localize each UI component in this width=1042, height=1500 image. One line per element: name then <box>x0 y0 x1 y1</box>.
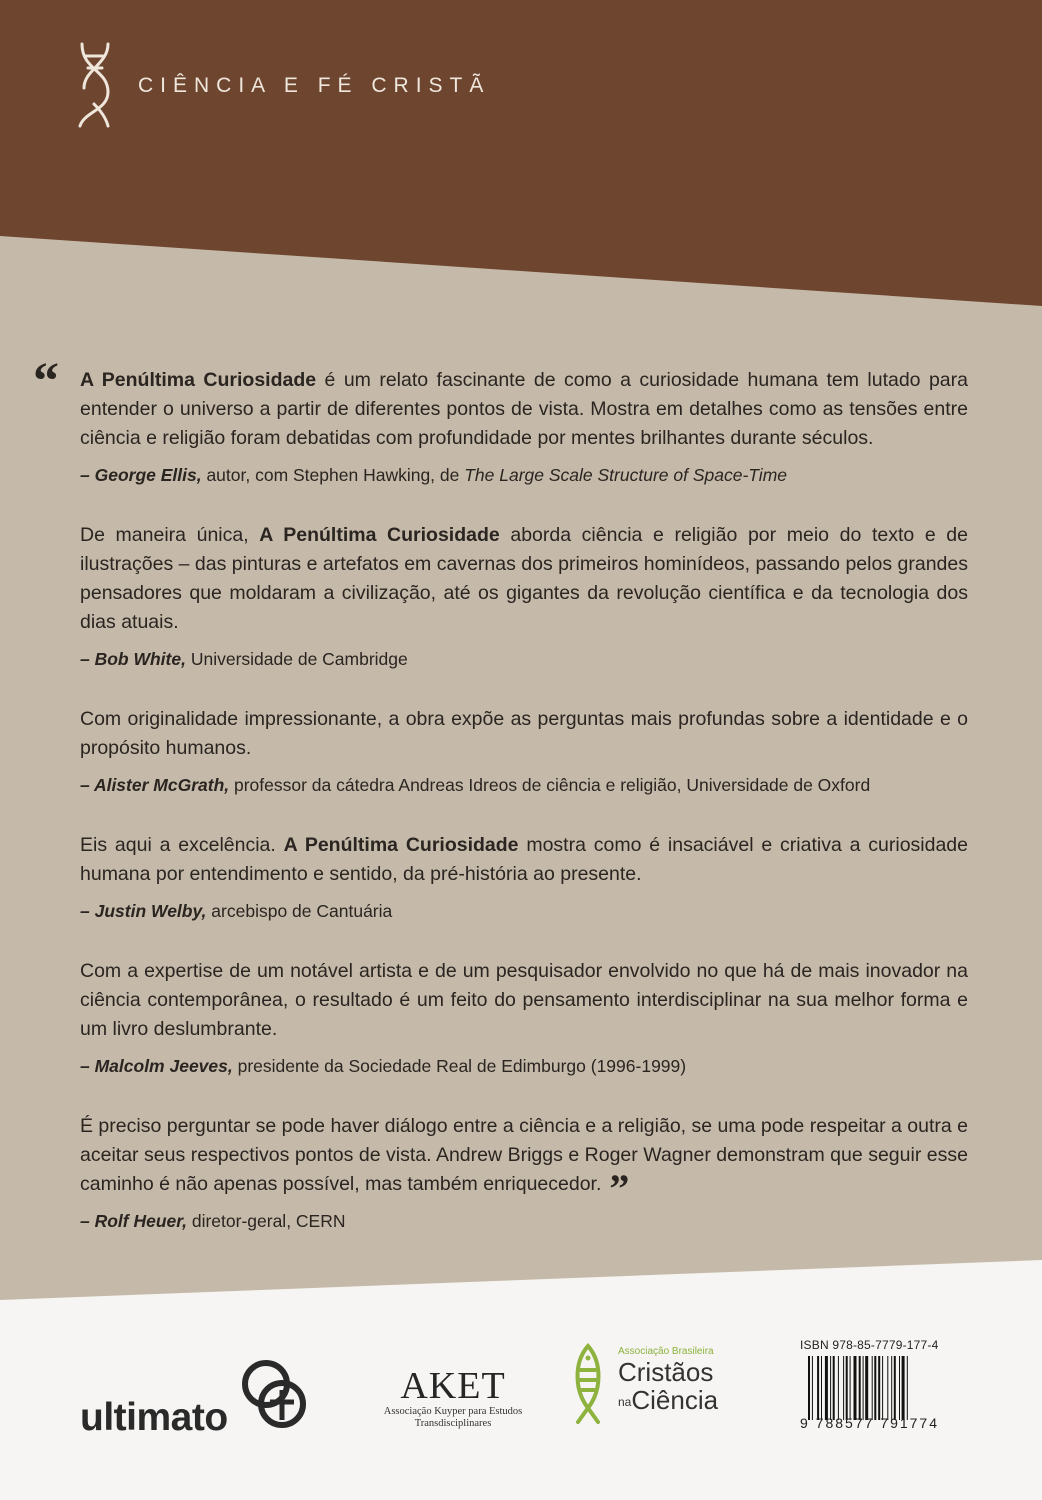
barcode-bar <box>878 1356 880 1420</box>
quote-text: aborda ciência e religião por meio do texto e de ilustrações – das pinturas e artefatos em cavernas dos primeiros hominídeos, passando pelos grandes pensadores que moldaram a civilização, até os gigantes da revolução científica e da tecnologia dos dias atuais. <box>80 524 968 633</box>
author-role: presidente da Sociedade Real de Edimburgo (1996-1999) <box>232 1056 687 1076</box>
barcode-bar <box>902 1356 905 1420</box>
quote-text: É preciso perguntar se pode haver diálogo entre a ciência e a religião, se uma pode respeitar a outra e aceitar seus respectivos pontos de vista. Andrew Briggs e Roger Wagner demonstram que seguir esse caminho é não apenas possível, mas também enriquecedor. <box>80 1115 968 1195</box>
author-name: – Justin Welby, <box>80 901 207 921</box>
abc-association-label: Associação Brasileira <box>618 1346 714 1357</box>
author-name: – Bob White, <box>80 649 186 669</box>
barcode-bar <box>899 1356 900 1420</box>
series-title: CIÊNCIA E FÉ CRISTÃ <box>138 74 491 97</box>
barcode-bar <box>863 1356 864 1420</box>
author-name: – Alister McGrath, <box>80 775 230 795</box>
barcode-bar <box>821 1356 822 1420</box>
author-work: The Large Scale Structure of Space-Time <box>464 465 788 485</box>
ultimato-logo <box>80 1356 320 1446</box>
barcode-bar <box>843 1356 844 1420</box>
author-name: – Malcolm Jeeves, <box>80 1056 233 1076</box>
abc-na: na <box>618 1395 632 1410</box>
barcode-digits: 9 788577 791774 <box>800 1415 939 1431</box>
barcode-bar <box>812 1356 813 1420</box>
attribution <box>80 773 968 797</box>
aket-wordmark: AKET <box>400 1365 506 1407</box>
close-quote-mark: ” <box>609 1166 630 1211</box>
author-role: Universidade de Cambridge <box>185 649 408 669</box>
quote-jeeves <box>80 957 968 1078</box>
quote-text: mostra como é insaciável e criativa a curiosidade humana por entendimento e sentido, da pré-história ao presente. <box>80 834 968 885</box>
author-role: professor da cátedra Andreas Idreos de ciência e religião, Universidade de Oxford <box>229 775 871 795</box>
quote-welby <box>80 831 968 923</box>
barcode-bar <box>887 1356 888 1420</box>
quote-ellis <box>80 366 968 487</box>
quote-mcgrath <box>80 705 968 797</box>
fish-icon <box>566 1340 610 1426</box>
author-name: – Rolf Heuer, <box>80 1211 187 1231</box>
barcode-bar <box>859 1356 861 1420</box>
barcode-bar <box>833 1356 835 1420</box>
barcode-bar <box>817 1356 819 1420</box>
quote-white <box>80 521 968 671</box>
ultimato-rings-icon <box>238 1356 312 1436</box>
abc-wordmark <box>618 1358 718 1416</box>
attribution <box>80 1054 968 1078</box>
attribution <box>80 463 968 487</box>
author-role: diretor-geral, CERN <box>186 1211 346 1231</box>
author-role: arcebispo de Cantuária <box>206 901 393 921</box>
quote-text: Eis aqui a excelência. <box>80 834 284 856</box>
book-title: A Penúltima Curiosidade <box>283 834 519 856</box>
barcode-bar <box>854 1356 857 1420</box>
barcode-bar <box>891 1356 892 1420</box>
author-name: – George Ellis, <box>80 465 202 485</box>
isbn-label: ISBN 978-85-7779-177-4 <box>800 1338 939 1352</box>
barcode-bar <box>894 1356 896 1420</box>
open-quote-mark: “ <box>33 353 59 410</box>
attribution <box>80 1209 968 1233</box>
quote-text: é um relato fascinante de como a curiosidade humana tem lutado para entender o universo a partir de diferentes pontos de vista. Mostra em detalhes como as tensões entre ciência e religião foram debatidas com profundidade por mentes brilhantes durante séculos. <box>80 369 968 449</box>
dna-icon <box>70 40 120 128</box>
attribution <box>80 647 968 671</box>
book-title: A Penúltima Curiosidade <box>80 369 317 391</box>
barcode-bar <box>846 1356 848 1420</box>
barcode-bar <box>808 1356 810 1420</box>
barcode-bar <box>850 1356 851 1420</box>
quote-heuer <box>80 1112 968 1233</box>
quote-text: De maneira única, <box>80 524 260 546</box>
footer-logos <box>0 1300 1042 1500</box>
book-title: A Penúltima Curiosidade <box>259 524 500 546</box>
barcode-bar <box>838 1356 839 1420</box>
barcode-bar <box>872 1356 873 1420</box>
abc-line1: Cristãos <box>618 1357 714 1387</box>
aket-subtitle: Associação Kuyper para Estudos Transdisciplinares <box>383 1406 523 1429</box>
attribution <box>80 899 968 923</box>
barcode-bar <box>825 1356 828 1420</box>
barcode-bar <box>907 1356 908 1420</box>
barcode-bar <box>882 1356 883 1420</box>
cristaos-na-ciencia-logo <box>566 1340 766 1440</box>
abc-line2: Ciência <box>631 1385 719 1415</box>
aket-logo <box>378 1366 528 1446</box>
barcode-bars <box>808 1356 968 1420</box>
quote-text: Com a expertise de um notável artista e de um pesquisador envolvido no que há de mais inovador na ciência contemporânea, o resultado é um feito do pensamento interdisciplinar na sua melhor forma e um livro deslumbrante. <box>80 960 968 1040</box>
author-role: autor, com Stephen Hawking, de <box>201 465 465 485</box>
barcode-bar <box>865 1356 868 1420</box>
barcode <box>800 1338 968 1438</box>
barcode-bar <box>874 1356 876 1420</box>
quote-text: Com originalidade impressionante, a obra expõe as perguntas mais profundas sobre a identidade e o propósito humanos. <box>80 708 968 759</box>
barcode-bar <box>830 1356 831 1420</box>
ultimato-wordmark: ultimato <box>80 1396 228 1439</box>
testimonials <box>80 366 968 1259</box>
